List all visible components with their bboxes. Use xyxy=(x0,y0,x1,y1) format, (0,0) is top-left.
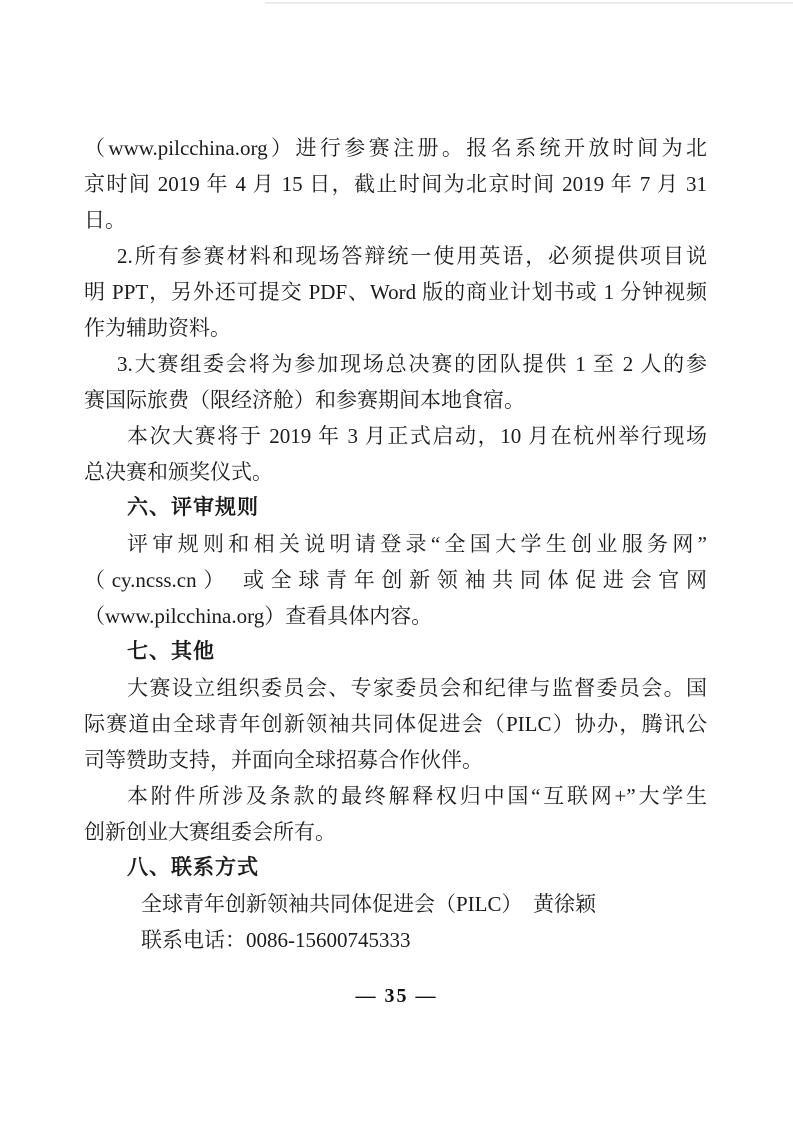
text-line: 总决赛和颁奖仪式。 xyxy=(84,460,273,484)
section-heading: 六、评审规则 xyxy=(127,496,259,519)
text-line: 日。 xyxy=(84,208,126,232)
text-line: 创新创业大赛组委会所有。 xyxy=(84,820,336,844)
text-line: 明 PPT，另外还可提交 PDF、Word 版的商业计划书或 1 分钟视频 xyxy=(84,280,707,304)
page-number: — 35 — xyxy=(355,985,438,1007)
text-line: 大赛设立组织委员会、专家委员会和纪律与监督委员会。国 xyxy=(127,676,707,700)
text-line: （www.pilcchina.org）查看具体内容。 xyxy=(84,604,433,628)
text-line: 际赛道由全球青年创新领袖共同体促进会（PILC）协办，腾讯公 xyxy=(84,712,707,736)
scan-edge-line xyxy=(265,2,793,4)
text-line: 京时间 2019 年 4 月 15 日，截止时间为北京时间 2019 年 7 月 31 xyxy=(84,172,707,196)
section-heading: 七、其他 xyxy=(127,640,215,663)
text-line: 3.大赛组委会将为参加现场总决赛的团队提供 1 至 2 人的参 xyxy=(117,352,707,376)
text-line: （www.pilcchina.org）进行参赛注册。报名系统开放时间为北 xyxy=(84,136,707,160)
text-line: 本附件所涉及条款的最终解释权归中国“互联网+”大学生 xyxy=(127,784,707,808)
text-line: 赛国际旅费（限经济舱）和参赛期间本地食宿。 xyxy=(84,388,525,412)
text-line: 2.所有参赛材料和现场答辩统一使用英语，必须提供项目说 xyxy=(117,244,707,268)
text-line: 联系电话：0086-15600745333 xyxy=(141,928,411,952)
section-heading: 八、联系方式 xyxy=(127,856,259,879)
text-line: 本次大赛将于 2019 年 3 月正式启动，10 月在杭州举行现场 xyxy=(127,424,707,448)
text-line: 评审规则和相关说明请登录“全国大学生创业服务网” xyxy=(127,532,707,556)
text-line: （cy.ncss.cn） 或全球青年创新领袖共同体促进会官网 xyxy=(84,568,707,592)
text-line: 司等赞助支持，并面向全球招募合作伙伴。 xyxy=(84,748,483,772)
page-footer xyxy=(0,985,793,1008)
text-line: 作为辅助资料。 xyxy=(84,316,231,340)
text-line: 全球青年创新领袖共同体促进会（PILC） 黄徐颖 xyxy=(141,892,597,916)
document-body xyxy=(84,130,707,958)
